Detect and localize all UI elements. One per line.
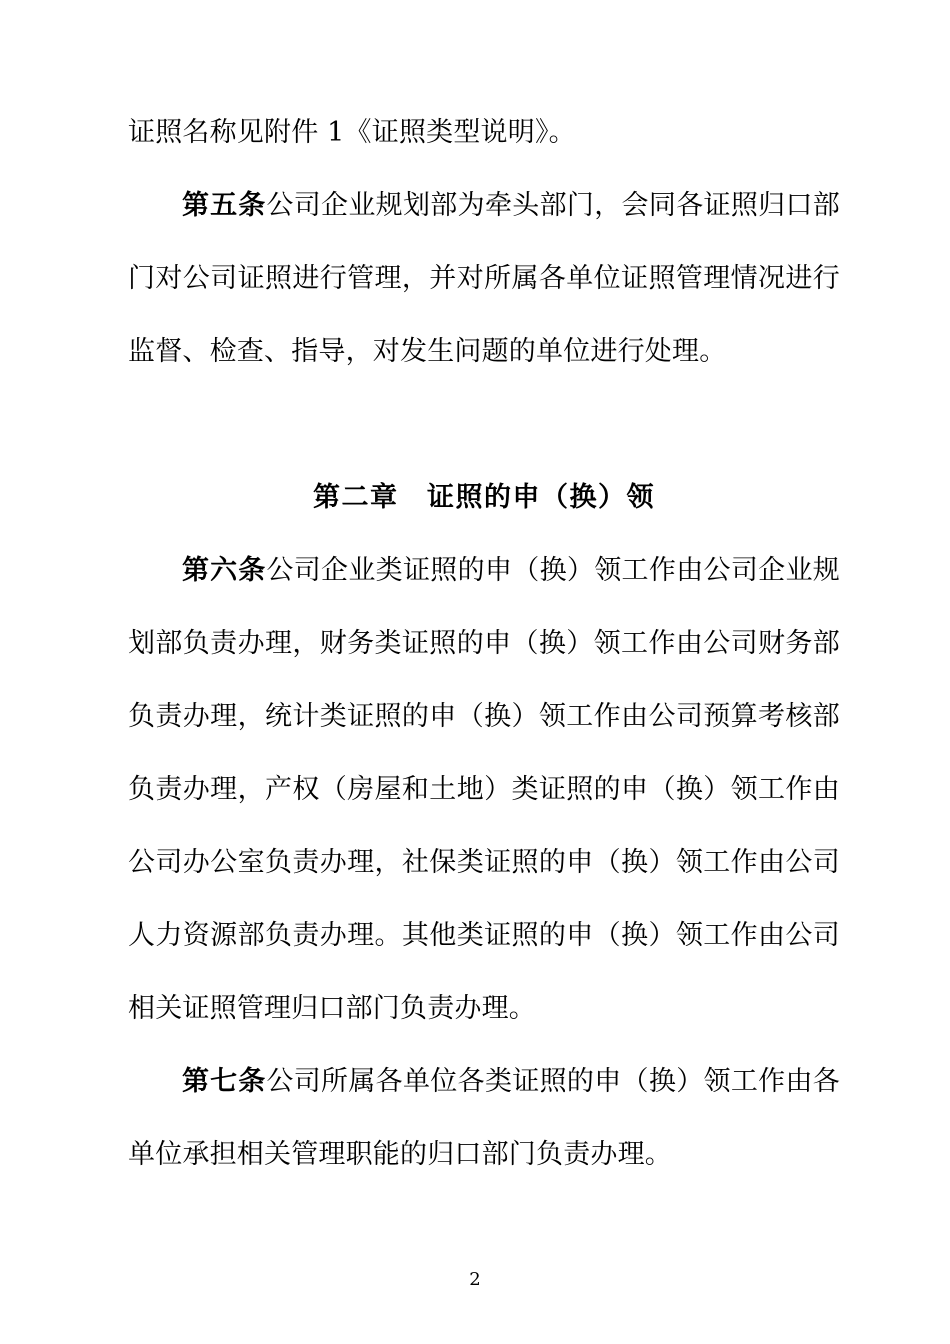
page-number: 2 (469, 1269, 481, 1290)
chapter-heading: 第二章 证照的申（换）领 (313, 482, 655, 513)
paragraph-text: 证照名称见附件 1《证照类型说明》。 (128, 117, 576, 148)
document-body (128, 96, 840, 1191)
article-label: 第五条 (182, 190, 267, 221)
paragraph-text: 公司企业规划部为牵头部门，会同各证照归口部门对公司证照进行管理，并对所属各单位证照管理情况进行监督、检查、指导，对发生问题的单位进行处理。 (128, 190, 841, 367)
paragraph-spacer (128, 388, 840, 461)
paragraph-text: 公司所属各单位各类证照的申（换）领工作由各单位承担相关管理职能的归口部门负责办理。 (128, 1066, 841, 1170)
paragraph-article-6 (128, 534, 840, 1045)
article-label: 第七条 (182, 1066, 267, 1097)
paragraph-cert-name-appendix (128, 96, 840, 169)
paragraph-article-5 (128, 169, 840, 388)
article-label: 第六条 (182, 555, 267, 586)
paragraph-text: 公司企业类证照的申（换）领工作由公司企业规划部负责办理，财务类证照的申（换）领工作由公司财务部负责办理，统计类证照的申（换）领工作由公司预算考核部负责办理，产权（房屋和土地）类证照的申（换）领工作由公司办公室负责办理，社保类证照的申（换）领工作由公司人力资源部负责办理。其他类证照的申（换）领工作由公司相关证照管理归口部门负责办理。 (128, 555, 841, 1024)
paragraph-article-7 (128, 1045, 840, 1191)
